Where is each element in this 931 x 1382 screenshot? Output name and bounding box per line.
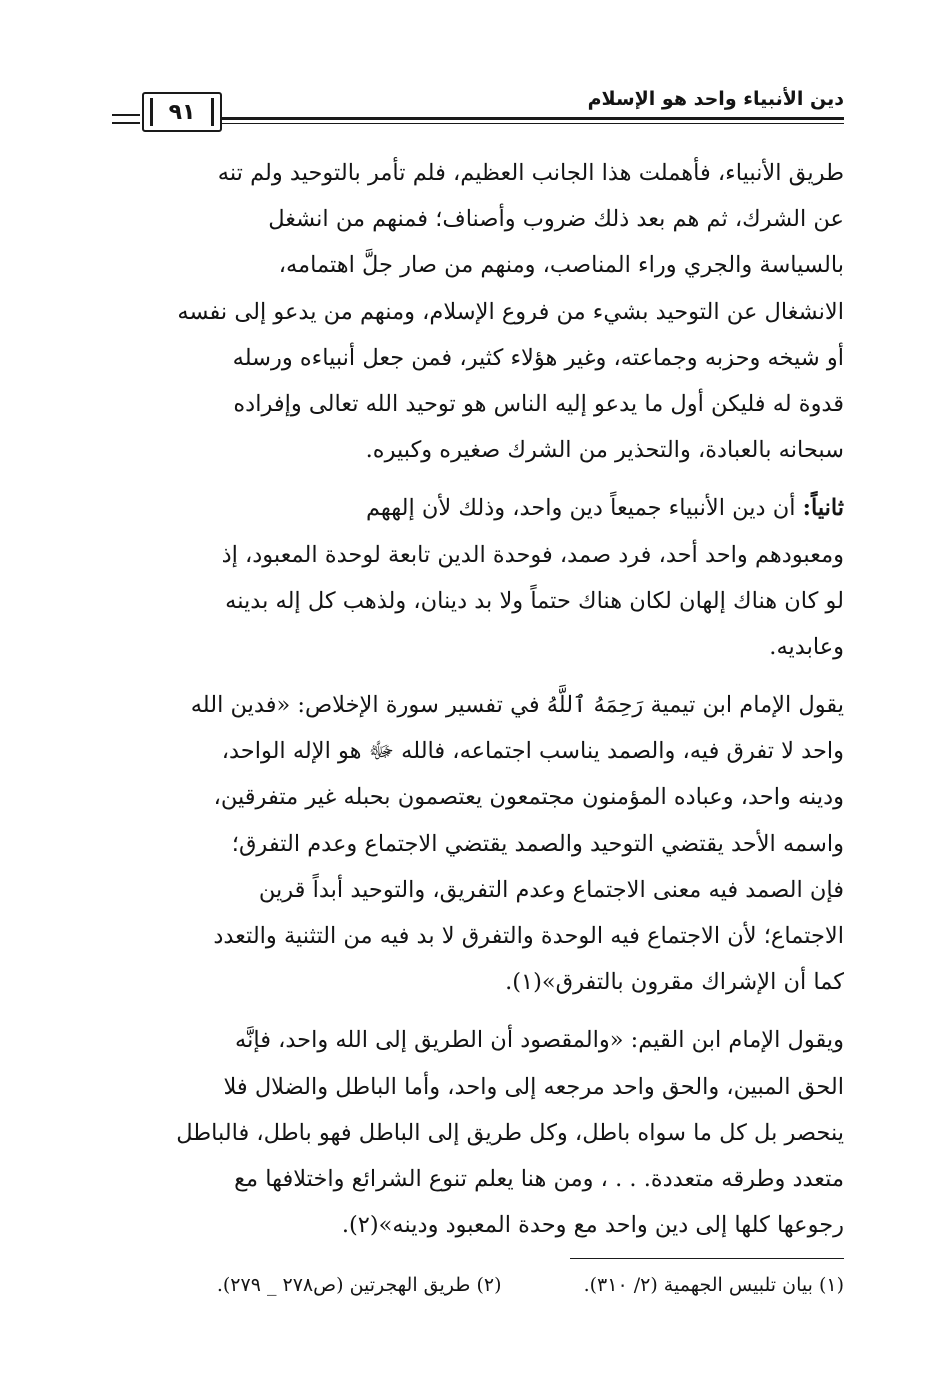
text-line: لو كان هناك إلهان لكان هناك حتماً ولا بد دينان، ولذهب كل إله بدينه bbox=[225, 587, 844, 614]
text-line: أو شيخه وحزبه وجماعته، وغير هؤلاء كثير، فمن جعل أنبياءه ورسله bbox=[232, 344, 844, 371]
main-text bbox=[100, 150, 844, 1248]
paragraph-4 bbox=[100, 1017, 844, 1248]
text-line: الانشغال عن التوحيد بشيء من فروع الإسلام، ومنهم من يدعو إلى نفسه bbox=[177, 298, 844, 325]
text-line: يقول الإمام ابن تيمية رَحِمَهُ ٱللَّهُ في تفسير سورة الإخلاص: «فدين الله bbox=[190, 692, 844, 719]
footnote-2: (٢) طريق الهجرتين (ص٢٧٨ _ ٢٧٩). bbox=[216, 1274, 502, 1296]
text-segment: أن دين الأنبياء جميعاً دين واحد، وذلك لأن إلههم bbox=[365, 495, 803, 522]
text-line: سبحانه بالعبادة، والتحذير من الشرك صغيره وكبيره. bbox=[365, 437, 844, 464]
text-line: رجوعها كلها إلى دين واحد مع وحدة المعبود ودينه»(٢). bbox=[341, 1212, 844, 1239]
text-line: بالسياسة والجري وراء المناصب، ومنهم من صار جلَّ اهتمامه، bbox=[278, 252, 844, 279]
footnote-divider bbox=[570, 1258, 844, 1259]
page-header bbox=[112, 86, 844, 136]
page-number-frame bbox=[142, 92, 222, 132]
text-line: ينحصر بل كل ما سواه باطل، وكل طريق إلى الباطل فهو باطل، فالباطل bbox=[176, 1119, 844, 1146]
text-line: كما أن الإشراك مقرون بالتفرق»(١). bbox=[505, 969, 844, 996]
paragraph-1 bbox=[100, 150, 844, 473]
text-line: وعابديه. bbox=[769, 633, 844, 660]
text-line: واحد لا تفرق فيه، والصمد يناسب اجتماعه، فالله ﷻ هو الإله الواحد، bbox=[221, 738, 844, 765]
paragraph-lead: ثانياً: bbox=[802, 495, 844, 522]
header-left-rule bbox=[112, 114, 140, 124]
text-line: ودينه واحد، وعباده المؤمنون مجتمعون يعتصمون بحبله غير متفرقين، bbox=[213, 784, 844, 811]
text-line bbox=[100, 485, 844, 531]
text-line: متعدد وطرقه متعددة. . . ، ومن هنا يعلم تنوع الشرائع واختلافها مع bbox=[234, 1165, 844, 1192]
text-line: عن الشرك، ثم هم بعد ذلك ضروب وأصناف؛ فمنهم من انشغل bbox=[268, 206, 844, 233]
text-line: فإن الصمد فيه معنى الاجتماع وعدم التفريق، والتوحيد أبداً قرين bbox=[258, 876, 844, 903]
text-line: الاجتماع؛ لأن الاجتماع فيه الوحدة والتفرق لا بد فيه من التثنية والتعدد bbox=[213, 923, 844, 949]
text-line: ويقول الإمام ابن القيم: «والمقصود أن الطريق إلى الله واحد، فإنَّه bbox=[235, 1027, 844, 1054]
page-number: ٩١ bbox=[150, 98, 214, 126]
text-line: طريق الأنبياء، فأهملت هذا الجانب العظيم، فلم تأمر بالتوحيد ولم تنه bbox=[217, 160, 844, 186]
text-line: قدوة له فليكن أول ما يدعو إليه الناس هو توحيد الله تعالى وإفراده bbox=[233, 390, 844, 417]
text-line: الحق المبين، والحق واحد مرجعه إلى واحد، وأما الباطل والضلال فلا bbox=[223, 1073, 844, 1100]
text-line: ومعبودهم واحد أحد، فرد صمد، فوحدة الدين تابعة لوحدة المعبود، إذ bbox=[221, 541, 844, 568]
paragraph-3 bbox=[100, 682, 844, 1005]
footnote-1: (١) بيان تلبيس الجهمية (٢/ ٣١٠). bbox=[583, 1274, 844, 1296]
footnotes bbox=[100, 1270, 844, 1300]
running-title: دين الأنبياء واحد هو الإسلام bbox=[587, 88, 844, 110]
text-line: واسمه الأحد يقتضي التوحيد والصمد يقتضي الاجتماع وعدم التفرق؛ bbox=[231, 830, 844, 857]
paragraph-2 bbox=[100, 485, 844, 670]
header-rule bbox=[222, 117, 844, 124]
